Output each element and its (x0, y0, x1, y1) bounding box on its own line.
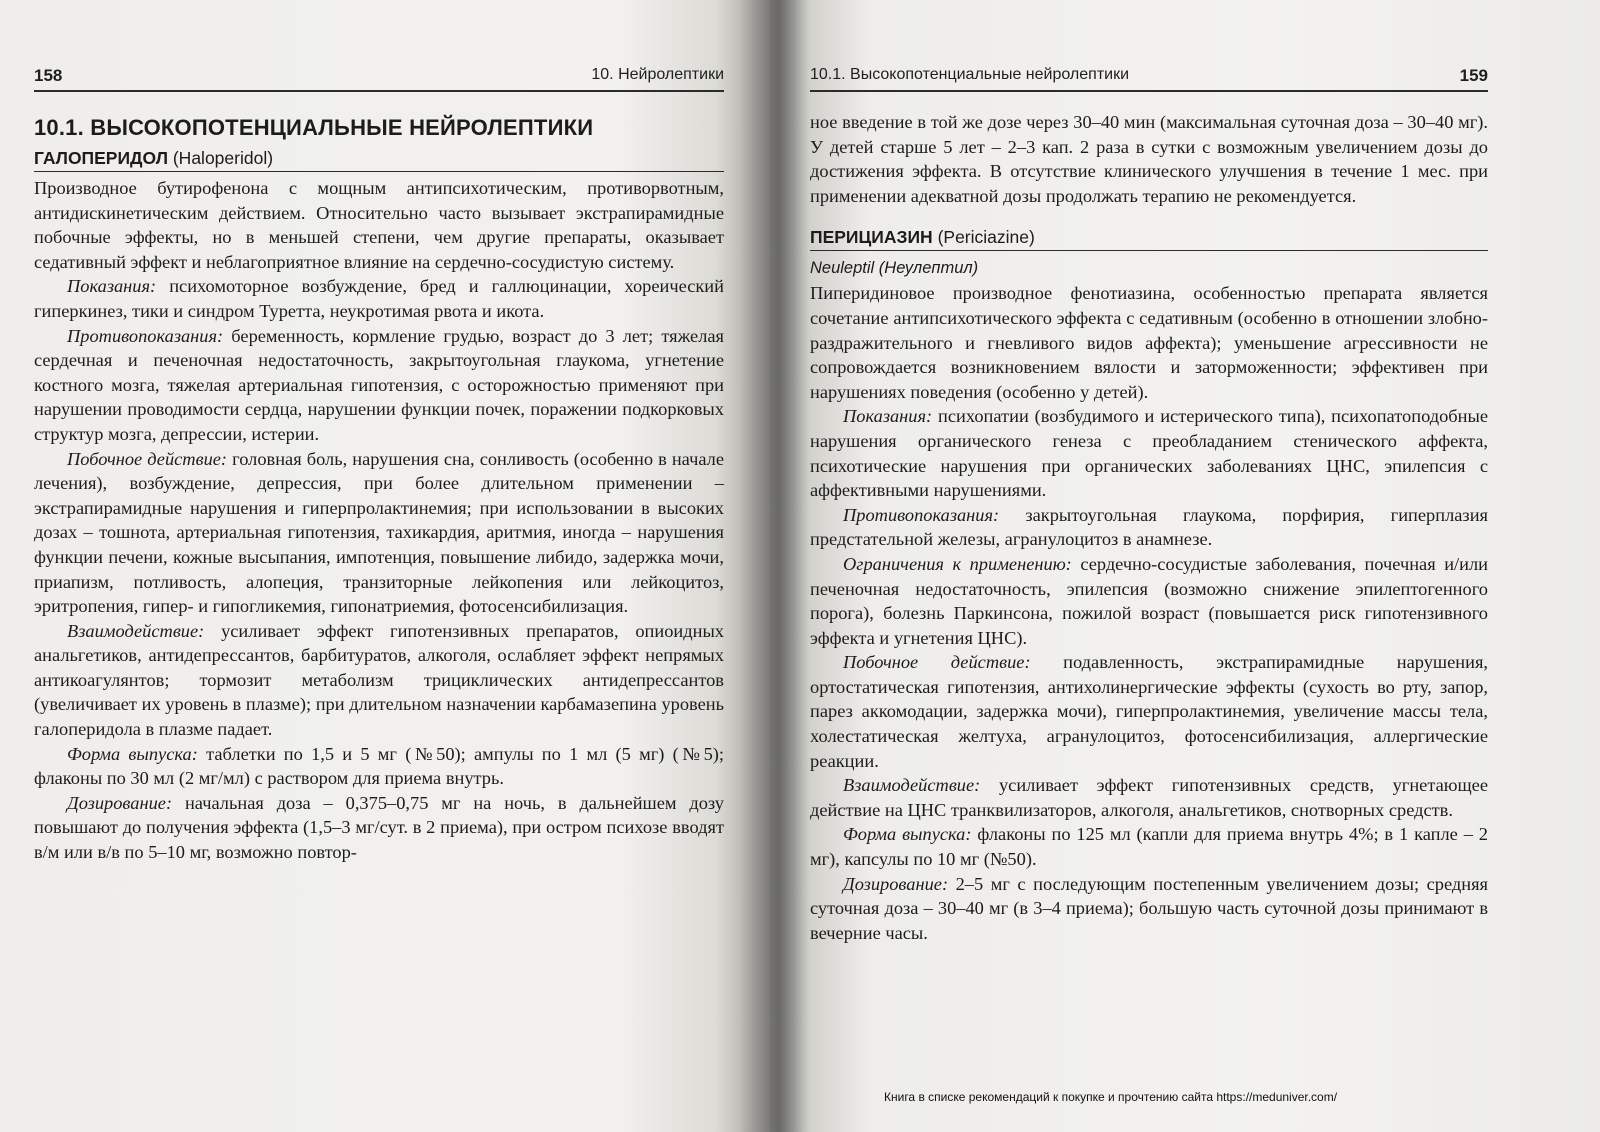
dosing-paragraph (34, 791, 724, 865)
release-form-paragraph (810, 822, 1488, 871)
contraindications-paragraph (810, 503, 1488, 552)
dosing-paragraph (810, 872, 1488, 946)
drug-name: ПЕРИЦИАЗИН (810, 227, 933, 248)
paragraph-text: подавленность, экстрапирамидные нарушения, ортостатическая гипотензия, антихолинергические эффекты (сухость во рту, запор, парез аккомодации, задержка мочи), гиперпролактинемия, увеличение массы тела, холестатическая желтуха, агранулоцитоз, фотосенсибилизация, аллергические реакции. (810, 652, 1488, 771)
footer-note: Книга в списке рекомендаций к покупке и прочтению сайта https://meduniver.com/ (884, 1090, 1338, 1104)
interaction-paragraph (34, 619, 724, 742)
trade-name: Neuleptil (Неулептил) (810, 259, 979, 278)
paragraph-text: психомоторное возбуждение, бред и галлюцинации, хореический гиперкинез, тики и синдром Туретта, неукротимая рвота и икота. (34, 276, 724, 321)
drug-latin-name: (Periciazine) (937, 227, 1035, 248)
left-page (0, 0, 770, 1132)
paragraph-text: начальная доза – 0,375–0,75 мг на ночь, в дальнейшем дозу повышают до получения эффекта (1,5–3 мг/сут. в 2 приема), при остром психозе вводят в/м или в/в по 5–10 мг, возможно повтор- (34, 792, 724, 863)
right-page-content (810, 110, 1488, 945)
paragraph-label: Побочное действие: (843, 652, 1031, 673)
drug-heading-periciazine (810, 224, 1488, 251)
side-effects-paragraph (810, 650, 1488, 773)
left-page-number: 158 (34, 66, 63, 85)
right-running-title: 10.1. Высокопотенциальные нейролептики (810, 66, 1130, 83)
contraindications-paragraph (34, 324, 724, 447)
indications-paragraph (34, 274, 724, 323)
right-running-header (810, 62, 1488, 92)
restrictions-paragraph (810, 552, 1488, 650)
paragraph-label: Противопоказания: (67, 325, 224, 346)
left-page-content (34, 113, 724, 865)
interaction-paragraph (810, 773, 1488, 822)
paragraph-text: беременность, кормление грудью, возраст до 3 лет; тяжелая сердечная и печеночная недостаточность, закрытоугольная глаукома, угнетение костного мозга, тяжелая артериальная гипотензия, с осторожностью применяют при нарушении проводимости сердца, нарушении функции почек, поражении подкорковых структур мозга, депрессии, истерии. (34, 325, 724, 444)
drug-description: Производное бутирофенона с мощным антипсихотическим, противорвотным, антидискинетическим действием. Относительно часто вызывает экстрапирамидные побочные эффекты, но в меньшей степени, чем другие препараты, оказывает седативный эффект и неблагоприятное влияние на сердечно-сосудистую систему. (34, 178, 724, 272)
paragraph-text: головная боль, нарушения сна, сонливость (особенно в начале лечения), возбуждение, депрессия, при более длительном применении – экстрапирамидные нарушения и гиперпролактинемия; при использовании в высоких дозах – тошнота, артериальная гипотензия, тахикардия, аритмия, иногда – нарушения функции печени, кожные высыпания, импотенция, повышение либидо, задержка мочи, приапизм, потливость, алопеция, транзиторные лейкопения или лейкоцитоз, эритропения, гипер- и гипогликемия, гипонатриемия, фотосенсибилизация. (34, 448, 724, 617)
paragraph-label: Ограничения к применению: (843, 553, 1072, 574)
paragraph-label: Показания: (67, 276, 157, 297)
paragraph-label: Побочное действие: (67, 448, 228, 469)
paragraph-label: Дозирование: (843, 873, 949, 894)
paragraph-label: Взаимодействие: (843, 775, 981, 796)
paragraph-text: психопатии (возбудимого и истерического типа), психопатоподобные нарушения органического генеза с преобладанием стенического аффекта, психотические нарушения при органических заболеваниях ЦНС, эпилепсия с аффективными нарушениями. (810, 406, 1488, 501)
paragraph-label: Взаимодействие: (67, 620, 205, 641)
paragraph-text: усиливает эффект гипотензивных препаратов, опиоидных анальгетиков, антидепрессантов, барбитуратов, алкоголя, ослабляет эффект непрямых антикоагулянтов; тормозит метаболизм трициклических антидепрессантов (увеличивает их уровень в плазме); при длительном назначении карбамазепина уровень галоперидола в плазме падает. (34, 620, 724, 740)
paragraph-text: таблетки по 1,5 и 5 мг (№50); ампулы по 1 мл (5 мг) (№5); флаконы по 30 мл (2 мг/мл) с раствором для приема внутрь. (34, 743, 725, 789)
drug-latin-name: (Haloperidol) (172, 148, 274, 168)
paragraph-label: Противопоказания: (843, 504, 1000, 525)
paragraph-text: закрытоугольная глаукома, порфирия, гиперплазия предстательной железы, агранулоцитоз в анамнезе. (810, 504, 1488, 550)
paragraph-text: флаконы по 125 мл (капли для приема внутрь 4%; в 1 капле – 2 мг), капсулы по 10 мг (№50). (810, 824, 1488, 870)
drug-heading-haloperidol (34, 145, 724, 172)
paragraph-text: усиливает эффект гипотензивных средств, угнетающее действие на ЦНС транквилизаторов, алкоголя, анальгетиков, снотворных средств. (810, 775, 1488, 820)
release-form-paragraph (34, 742, 724, 791)
paragraph-text: сердечно-сосудистые заболевания, почечная и/или печеночная недостаточность, эпилепсия (возможно снижение эпилептогенного порога), болезнь Паркинсона, пожилой возраст (повышается риск гипотензивного эффекта и угнетения ЦНС). (810, 553, 1488, 648)
left-running-header (34, 62, 724, 92)
left-running-title: 10. Нейролептики (591, 66, 724, 83)
continuation-paragraph: ное введение в той же дозе через 30–40 мин (максимальная суточная доза – 30–40 мг). У детей старше 5 лет – 2–3 кап. 2 раза в сутки с возможным увеличением дозы до достижения эффекта. В отсутствие клинического улучшения в течение 1 мес. при применении адекватной дозы продолжать терапию не рекомендуется. (810, 112, 1488, 206)
paragraph-text: 2–5 мг с последующим постепенным увеличением дозы; средняя суточная доза – 30–40 мг (в 3–4 приема); большую часть суточной дозы принимают в вечерние часы. (810, 873, 1488, 943)
drug-name: ГАЛОПЕРИДОЛ (34, 148, 168, 168)
paragraph-label: Дозирование: (67, 792, 173, 813)
drug-description: Пиперидиновое производное фенотиазина, особенностью препарата является сочетание антипсихотического эффекта с седативным (особенно в отношении злобно-раздражительного и гневливого видов аффекта); уменьшение агрессивности не сопровождается возникновением вялости и заторможенности; эффективен при нарушениях поведения (особенно у детей). (810, 283, 1488, 402)
paragraph-label: Форма выпуска: (67, 743, 198, 764)
indications-paragraph (810, 404, 1488, 502)
side-effects-paragraph (34, 447, 724, 619)
right-page (770, 0, 1600, 1132)
right-page-number: 159 (1459, 66, 1488, 85)
section-heading: 10.1. ВЫСОКОПОТЕНЦИАЛЬНЫЕ НЕЙРОЛЕПТИКИ (34, 115, 594, 140)
paragraph-label: Показания: (843, 406, 933, 427)
paragraph-label: Форма выпуска: (843, 824, 972, 845)
